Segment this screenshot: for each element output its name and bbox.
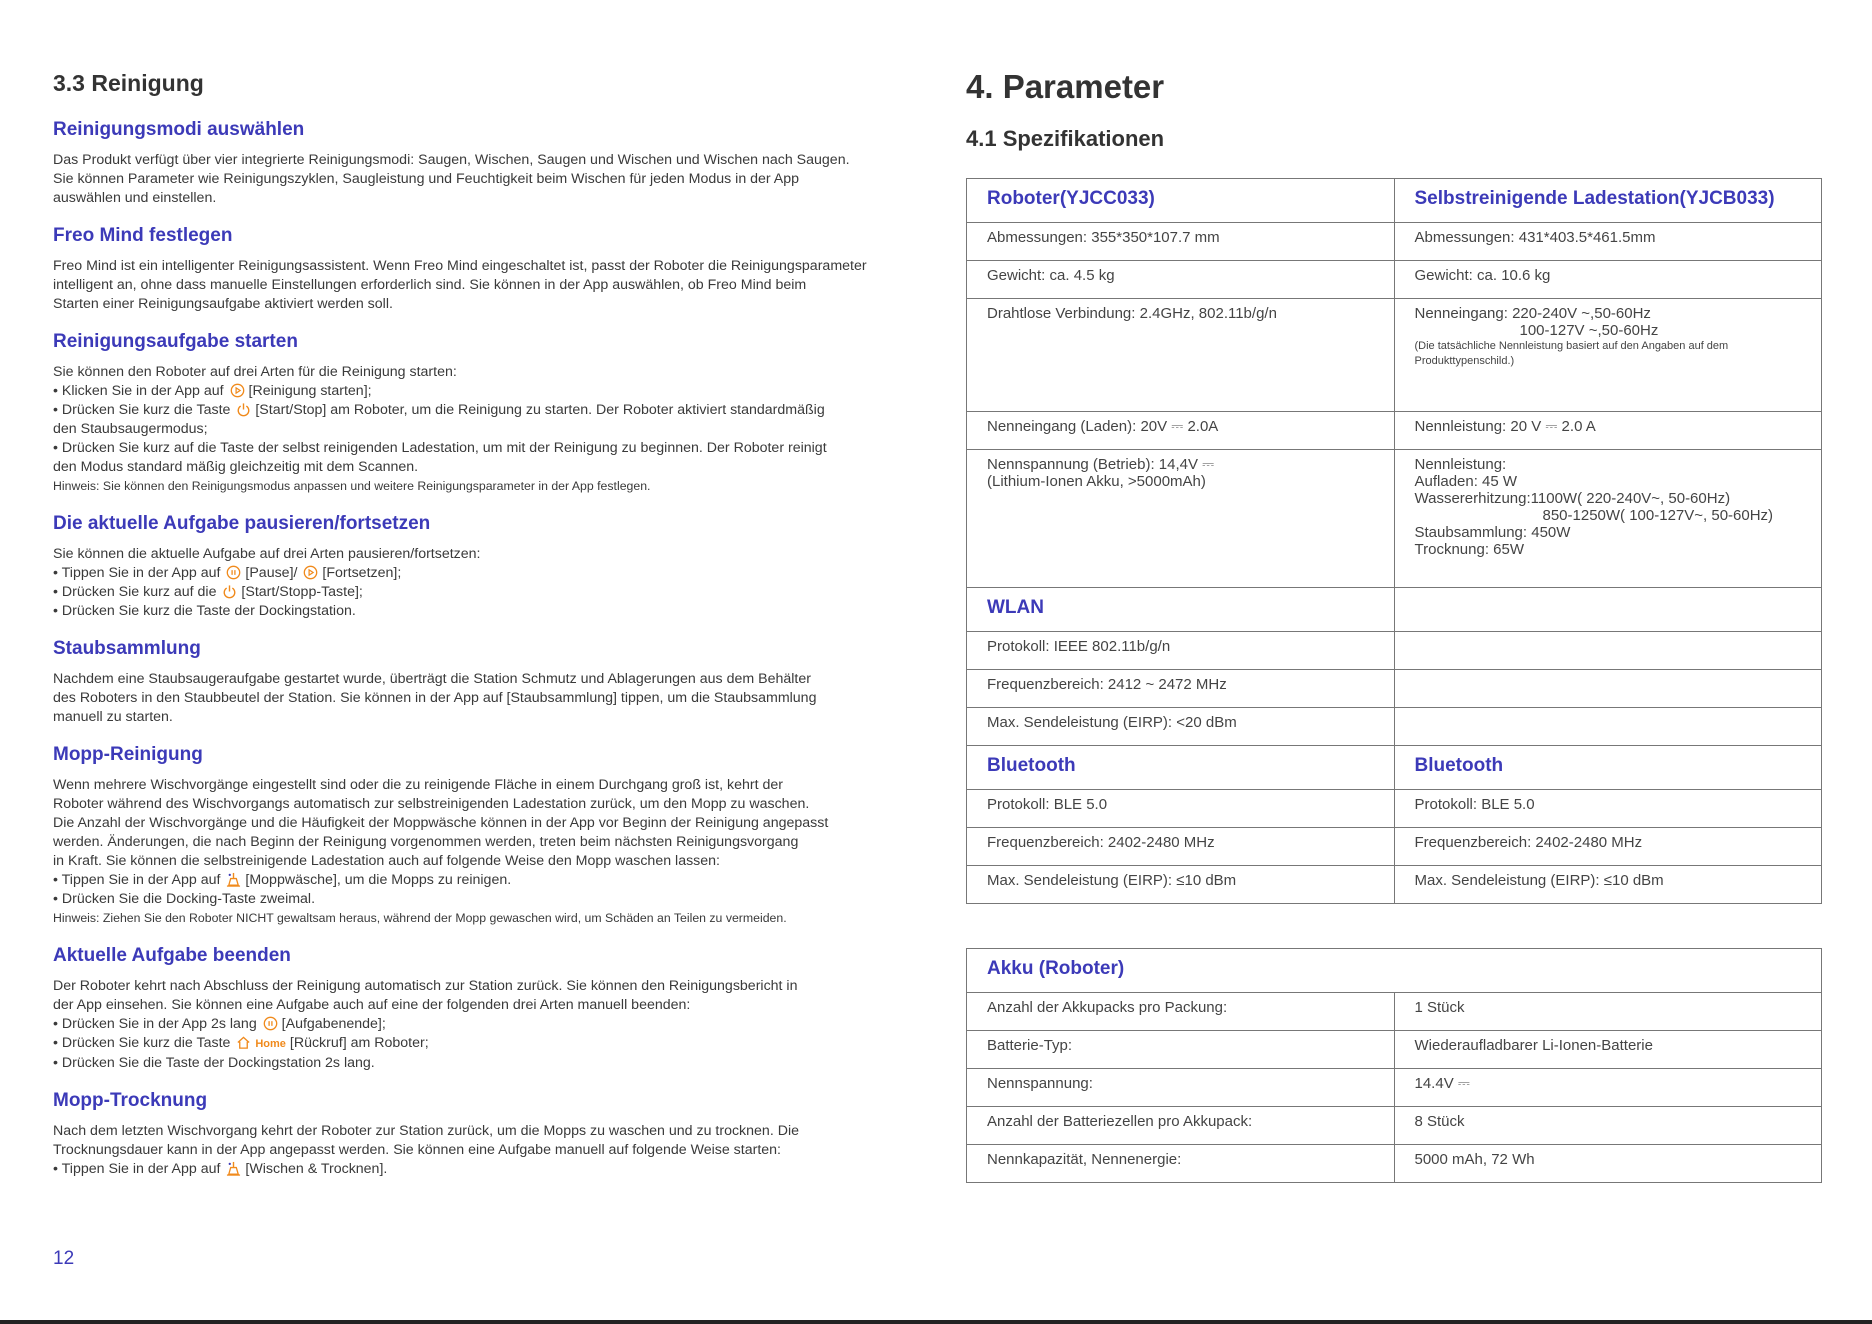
text-line: Starten einer Reinigungsaufgabe aktiviert werden soll. xyxy=(53,296,393,312)
table-row xyxy=(967,261,1822,299)
pause-circle-icon xyxy=(226,565,241,580)
text-line: • Tippen Sie in der App auf xyxy=(53,1161,221,1177)
bottom-rule xyxy=(0,1320,1872,1324)
table-cell: Protokoll: IEEE 802.11b/g/n xyxy=(967,632,1395,670)
battery-table xyxy=(966,948,1822,1183)
table-cell: 1 Stück xyxy=(1394,993,1822,1031)
table-row xyxy=(967,1031,1822,1069)
table-header-robot: Roboter(YJCC033) xyxy=(967,179,1395,223)
text-line: Sie können Parameter wie Reinigungszyklen, Saugleistung und Feuchtigkeit beim Wischen für jeden Modus in der App xyxy=(53,171,800,187)
text-line: • Drücken Sie kurz auf die Taste der selbst reinigenden Ladestation, um mit der Reinigung zu beginnen. Der Roboter reinigt xyxy=(53,440,827,456)
pause-circle-icon xyxy=(263,1016,278,1031)
text-line: • Tippen Sie in der App auf xyxy=(53,565,221,581)
play-circle-icon xyxy=(303,565,318,580)
table-row xyxy=(967,993,1822,1031)
section-heading: 3.3 Reinigung xyxy=(53,70,204,96)
page-title: 4. Parameter xyxy=(966,68,1165,105)
text-line: den Staubsaugermodus; xyxy=(53,421,208,437)
table-cell xyxy=(1394,299,1822,412)
text-line: Nennspannung (Betrieb): 14,4V ⎓ xyxy=(987,456,1215,473)
text-line: Nennleistung: xyxy=(1414,456,1507,473)
table-row xyxy=(967,746,1822,790)
text-line: [Aufgabenende]; xyxy=(281,1016,386,1032)
table-row xyxy=(967,1107,1822,1145)
block-mopp-trocknung xyxy=(53,1090,909,1179)
paragraph xyxy=(53,151,909,208)
table-cell: Protokoll: BLE 5.0 xyxy=(967,790,1395,828)
hint-text: Hinweis: Ziehen Sie den Roboter NICHT gewaltsam heraus, während der Mopp gewaschen wird, um Schäden an Teilen zu vermeiden. xyxy=(53,911,787,925)
block-title: Reinigungsaufgabe starten xyxy=(53,331,298,352)
table-cell-empty xyxy=(1394,588,1822,632)
text-line: 850-1250W( 100-127V~, 50-60Hz) xyxy=(1542,507,1774,524)
table-cell: Anzahl der Batteriezellen pro Akkupack: xyxy=(967,1107,1395,1145)
text-line: • Drücken Sie die Taste der Dockingstation 2s lang. xyxy=(53,1055,375,1071)
text-line: (Lithium-Ionen Akku, >5000mAh) xyxy=(987,473,1206,490)
table-cell: Nenneingang (Laden): 20V ⎓ 2.0A xyxy=(967,412,1395,450)
table-row xyxy=(967,450,1822,588)
table-cell: Frequenzbereich: 2412 ~ 2472 MHz xyxy=(967,670,1395,708)
block-reinigung-starten xyxy=(53,331,909,496)
table-cell: Gewicht: ca. 4.5 kg xyxy=(967,261,1395,299)
block-reinigungsmodi xyxy=(53,119,909,208)
table-cell: Abmessungen: 355*350*107.7 mm xyxy=(967,223,1395,261)
block-pausieren xyxy=(53,513,909,621)
text-line: Staubsammlung: 450W xyxy=(1414,524,1571,541)
table-cell: Wiederaufladbarer Li-Ionen-Batterie xyxy=(1394,1031,1822,1069)
table-row xyxy=(967,949,1822,993)
table-cell-empty xyxy=(1394,632,1822,670)
text-line: in Kraft. Sie können die selbstreinigende Ladestation auch auf folgende Weise den Mopp waschen lassen: xyxy=(53,853,720,869)
text-line: des Roboters in den Staubbeutel der Station. Sie können in der App auf [Staubsammlung] tippen, um die Staubsammlung xyxy=(53,690,817,706)
text-line: • Tippen Sie in der App auf xyxy=(53,872,221,888)
block-title: Freo Mind festlegen xyxy=(53,225,233,246)
text-line: intelligent an, ohne dass manuelle Einstellungen erforderlich sind. Sie können in der App auswählen, ob Freo Mind beim xyxy=(53,277,807,293)
text-line: Aufladen: 45 W xyxy=(1414,473,1518,490)
right-column xyxy=(966,68,1822,1183)
paragraph xyxy=(53,257,909,314)
note-text: (Die tatsächliche Nennleistung basiert auf den Angaben auf dem Produkttypenschild.) xyxy=(1414,340,1729,367)
table-cell-empty xyxy=(1394,708,1822,746)
paragraph xyxy=(53,545,909,621)
text-line: Freo Mind ist ein intelligenter Reinigungsassistent. Wenn Freo Mind eingeschaltet ist, passt der Roboter die Reinigungsparameter xyxy=(53,258,867,274)
text-line: • Drücken Sie kurz die Taste der Dockingstation. xyxy=(53,603,356,619)
text-line: Wassererhitzung:1100W( 220-240V~, 50-60Hz) xyxy=(1414,490,1731,507)
sub-heading: 4.1 Spezifikationen xyxy=(966,126,1165,151)
spec-table xyxy=(966,178,1822,904)
table-cell: Frequenzbereich: 2402-2480 MHz xyxy=(967,828,1395,866)
text-line: • Drücken Sie in der App 2s lang xyxy=(53,1016,257,1032)
text-line: Trocknungsdauer kann in der App angepasst werden. Sie können eine Aufgabe manuell auf folgende Weise starten: xyxy=(53,1142,781,1158)
table-cell: Batterie-Typ: xyxy=(967,1031,1395,1069)
power-icon xyxy=(236,402,251,417)
home-icon xyxy=(236,1035,251,1050)
table-row xyxy=(967,412,1822,450)
text-line: Sie können die aktuelle Aufgabe auf drei Arten pausieren/fortsetzen: xyxy=(53,546,481,562)
table-header-bluetooth: Bluetooth xyxy=(1394,746,1822,790)
text-line: [Pause]/ xyxy=(245,565,298,581)
text-line: Wenn mehrere Wischvorgänge eingestellt sind oder die zu reinigende Fläche in einem Durchgang groß ist, kehrt der xyxy=(53,777,783,793)
paragraph xyxy=(53,977,909,1073)
power-icon xyxy=(222,584,237,599)
table-header-akku: Akku (Roboter) xyxy=(967,949,1822,993)
table-row xyxy=(967,708,1822,746)
table-cell: Frequenzbereich: 2402-2480 MHz xyxy=(1394,828,1822,866)
text-line: Trocknung: 65W xyxy=(1414,541,1524,558)
table-row xyxy=(967,1145,1822,1183)
table-cell: 14.4V ⎓ xyxy=(1394,1069,1822,1107)
paragraph xyxy=(53,363,909,496)
table-cell: 5000 mAh, 72 Wh xyxy=(1394,1145,1822,1183)
text-line: Nachdem eine Staubsaugeraufgabe gestartet wurde, überträgt die Station Schmutz und Ablagerungen aus dem Behälter xyxy=(53,671,811,687)
block-title: Die aktuelle Aufgabe pausieren/fortsetzen xyxy=(53,513,431,534)
table-row xyxy=(967,1069,1822,1107)
left-column xyxy=(53,68,909,1196)
table-cell: 8 Stück xyxy=(1394,1107,1822,1145)
text-line: Das Produkt verfügt über vier integrierte Reinigungsmodi: Saugen, Wischen, Saugen und Wischen und Wischen nach Saugen. xyxy=(53,152,850,168)
table-row xyxy=(967,866,1822,904)
play-circle-icon xyxy=(230,383,245,398)
table-header-station: Selbstreinigende Ladestation(YJCB033) xyxy=(1394,179,1822,223)
text-line: • Drücken Sie kurz die Taste xyxy=(53,1035,231,1051)
table-header-wlan: WLAN xyxy=(967,588,1395,632)
table-cell: Anzahl der Akkupacks pro Packung: xyxy=(967,993,1395,1031)
table-row xyxy=(967,632,1822,670)
text-line: [Rückruf] am Roboter; xyxy=(289,1035,429,1051)
text-line: den Modus standard mäßig gleichzeitig mit dem Scannen. xyxy=(53,459,419,475)
table-row xyxy=(967,790,1822,828)
paragraph xyxy=(53,670,909,727)
text-line: • Drücken Sie die Docking-Taste zweimal. xyxy=(53,891,316,907)
table-cell: Abmessungen: 431*403.5*461.5mm xyxy=(1394,223,1822,261)
text-line: manuell zu starten. xyxy=(53,709,173,725)
block-mopp-reinigung xyxy=(53,744,909,928)
table-row xyxy=(967,223,1822,261)
text-line: [Reinigung starten]; xyxy=(248,383,372,399)
text-line: Der Roboter kehrt nach Abschluss der Reinigung automatisch zur Station zurück. Sie können den Reinigungsbericht in xyxy=(53,978,798,994)
table-cell xyxy=(1394,450,1822,588)
table-row xyxy=(967,299,1822,412)
table-row xyxy=(967,670,1822,708)
table-row xyxy=(967,828,1822,866)
block-staubsammlung xyxy=(53,638,909,727)
home-label: Home xyxy=(255,1038,286,1050)
table-header-bluetooth: Bluetooth xyxy=(967,746,1395,790)
table-row xyxy=(967,179,1822,223)
page-number: 12 xyxy=(53,1248,75,1269)
text-line: [Wischen & Trocknen]. xyxy=(245,1161,388,1177)
table-row xyxy=(967,588,1822,632)
table-cell: Nennspannung: xyxy=(967,1069,1395,1107)
mop-wash-icon xyxy=(226,872,241,887)
mop-wash-icon xyxy=(226,1161,241,1176)
hint-text: Hinweis: Sie können den Reinigungsmodus anpassen und weitere Reinigungsparameter in der App festlegen. xyxy=(53,479,651,493)
text-line: werden. Änderungen, die nach Beginn der Reinigung vorgenommen werden, treten beim nächsten Reinigungsvorgang xyxy=(53,834,799,850)
table-cell: Drahtlose Verbindung: 2.4GHz, 802.11b/g/n xyxy=(967,299,1395,412)
paragraph xyxy=(53,776,909,928)
text-line: [Start/Stopp-Taste]; xyxy=(241,584,363,600)
block-title: Mopp-Reinigung xyxy=(53,744,203,765)
text-line: der App einsehen. Sie können eine Aufgabe auch auf eine der folgenden drei Arten manuell beenden: xyxy=(53,997,691,1013)
text-line: Sie können den Roboter auf drei Arten für die Reinigung starten: xyxy=(53,364,457,380)
text-line: [Moppwäsche], um die Mopps zu reinigen. xyxy=(245,872,512,888)
table-cell xyxy=(967,450,1395,588)
text-line: • Drücken Sie kurz auf die xyxy=(53,584,217,600)
table-cell: Nennkapazität, Nennenergie: xyxy=(967,1145,1395,1183)
table-cell: Max. Sendeleistung (EIRP): ≤10 dBm xyxy=(967,866,1395,904)
block-title: Mopp-Trocknung xyxy=(53,1090,208,1111)
text-line: Die Anzahl der Wischvorgänge und die Häufigkeit der Moppwäsche können in der App vor Beginn der Reinigung angepasst xyxy=(53,815,829,831)
block-freo-mind xyxy=(53,225,909,314)
text-line: Roboter während des Wischvorgangs automatisch zur selbstreinigenden Ladestation zurück, um den Mopp zu waschen. xyxy=(53,796,810,812)
block-title: Reinigungsmodi auswählen xyxy=(53,119,305,140)
table-cell: Gewicht: ca. 10.6 kg xyxy=(1394,261,1822,299)
text-line: Nenneingang: 220-240V ~,50-60Hz xyxy=(1414,305,1651,322)
block-title: Aktuelle Aufgabe beenden xyxy=(53,945,291,966)
text-line: 100-127V ~,50-60Hz xyxy=(1519,322,1659,339)
block-aufgabe-beenden xyxy=(53,945,909,1073)
text-line: auswählen und einstellen. xyxy=(53,190,217,206)
table-cell: Protokoll: BLE 5.0 xyxy=(1394,790,1822,828)
text-line: [Start/Stop] am Roboter, um die Reinigung zu starten. Der Roboter aktiviert standardmäßig xyxy=(255,402,825,418)
text-line: [Fortsetzen]; xyxy=(322,565,402,581)
text-line: Nach dem letzten Wischvorgang kehrt der Roboter zur Station zurück, um die Mopps zu waschen und zu trocknen. Die xyxy=(53,1123,799,1139)
table-cell: Nennleistung: 20 V ⎓ 2.0 A xyxy=(1394,412,1822,450)
table-cell-empty xyxy=(1394,670,1822,708)
table-cell: Max. Sendeleistung (EIRP): ≤10 dBm xyxy=(1394,866,1822,904)
text-line: • Drücken Sie kurz die Taste xyxy=(53,402,231,418)
block-title: Staubsammlung xyxy=(53,638,201,659)
text-line: • Klicken Sie in der App auf xyxy=(53,383,224,399)
paragraph xyxy=(53,1122,909,1179)
table-cell: Max. Sendeleistung (EIRP): <20 dBm xyxy=(967,708,1395,746)
